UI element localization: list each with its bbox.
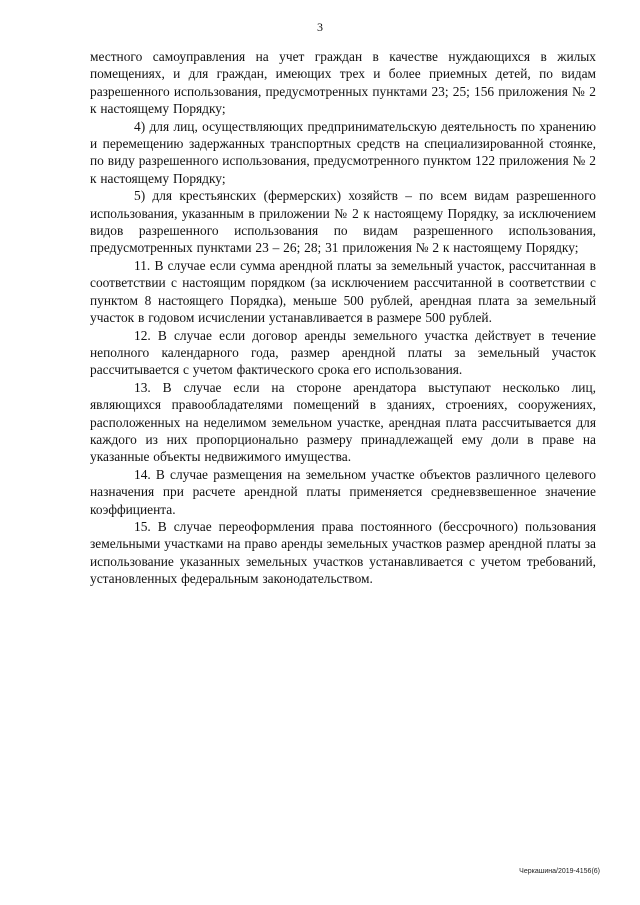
paragraph-clause-14: 14. В случае размещения на земельном участке объектов различного целевого назначения при расчете арендной платы применяется средневзвешенное значение коэффициента.	[90, 466, 596, 517]
paragraph-item-5: 5) для крестьянских (фермерских) хозяйств – по всем видам разрешенного использования, указанным в приложении № 2 к настоящему Порядку, за исключением видов разрешенного использования по видам разрешенного использования, предусмотренных пунктами 23 – 26; 28; 31 приложения № 2 к настоящему Порядку;	[90, 188, 596, 256]
paragraph-clause-15: 15. В случае переоформления права постоянного (бессрочного) пользования земельными участками на право аренды земельных участков размер арендной платы за использование указанных земельных участков устанавливается с учетом требований, установленных федеральным законодательством.	[90, 518, 596, 587]
document-code: Черкашина/2019-4156(6)	[519, 868, 600, 875]
document-body	[90, 48, 596, 588]
paragraph-clause-13: 13. В случае если на стороне арендатора выступают несколько лиц, являющихся правообладателями помещений в зданиях, строениях, сооружениях, расположенных на неделимом земельном участке, арендная плата рассчитывается для каждого из них пропорционально размеру принадлежащей ему доли в праве на указанные объекты недвижимого имущества.	[90, 379, 596, 465]
paragraph-item-4: 4) для лиц, осуществляющих предпринимательскую деятельность по хранению и перемещению задержанных транспортных средств на специализированной стоянке, по виду разрешенного использования, предусмотренного пунктом 122 приложения № 2 к настоящему Порядку;	[90, 118, 596, 186]
page-number: 3	[317, 20, 323, 34]
paragraph-clause-12: 12. В случае если договор аренды земельного участка действует в течение неполного календарного года, размер арендной платы за земельный участок рассчитывается с учетом фактического срока его использования.	[90, 327, 596, 378]
paragraph-continuation: местного самоуправления на учет граждан в качестве нуждающихся в жилых помещениях, и для граждан, имеющих трех и более приемных детей, по видам разрешенного использования, предусмотренных пунктами 23; 25; 156 приложения № 2 к настоящему Порядку;	[90, 49, 596, 117]
paragraph-clause-11: 11. В случае если сумма арендной платы за земельный участок, рассчитанная в соответствии с настоящим порядком (за исключением рассчитанной в соответствии с пунктом 8 настоящего Порядка), меньше 500 рублей, арендная плата за земельный участок в годовом исчислении устанавливается в размере 500 рублей.	[90, 257, 596, 326]
